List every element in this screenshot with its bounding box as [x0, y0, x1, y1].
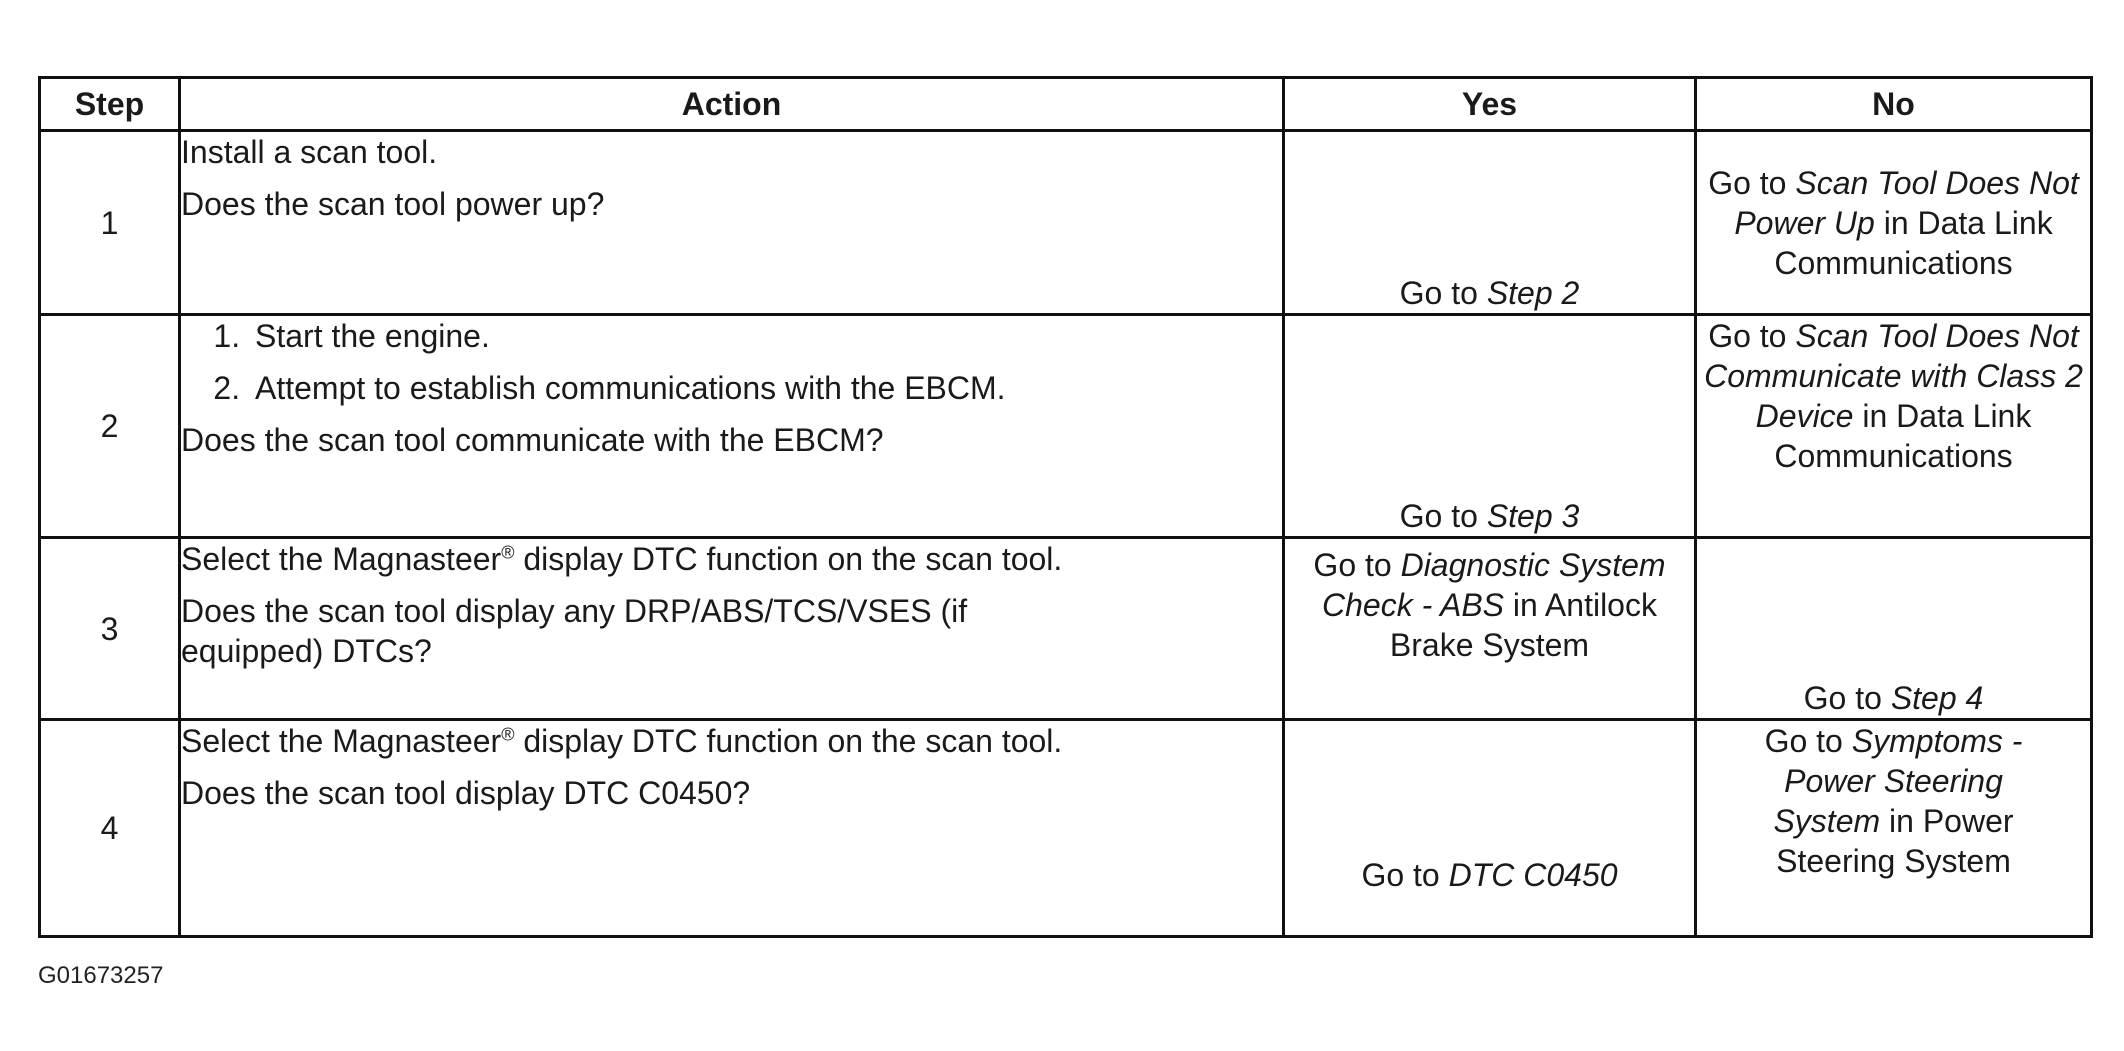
yes-prefix: Go to	[1399, 498, 1487, 534]
yes-prefix: Go to	[1313, 547, 1401, 583]
action-cell	[180, 720, 1284, 937]
action-question: Does the scan tool communicate with the EBCM?	[181, 422, 884, 459]
action-instruction	[181, 539, 1282, 579]
registered-mark: ®	[501, 542, 515, 563]
header-action: Action	[180, 78, 1284, 131]
yes-cell	[1284, 538, 1696, 720]
action-cell	[180, 315, 1284, 538]
instruction-pre: Select the Magnasteer	[181, 723, 502, 760]
no-prefix: Go to	[1708, 164, 1796, 201]
yes-suffix: in Antilock Brake System	[1389, 587, 1657, 663]
no-suffix: in Data Link Communications	[1774, 204, 2053, 281]
instruction-pre: Select the Magnasteer	[181, 541, 502, 577]
header-yes: Yes	[1284, 78, 1696, 131]
table-row	[40, 131, 2092, 315]
action-step-item: 2. Attempt to establish communications with the EBCM.	[249, 368, 1282, 408]
no-link[interactable]: Step 4	[1890, 680, 1984, 717]
step-number: 2	[40, 315, 180, 538]
yes-link[interactable]: Diagnostic System Check - ABS	[1322, 547, 1666, 623]
yes-link[interactable]: Step 3	[1486, 498, 1580, 534]
action-question: Does the scan tool display DTC C0450?	[181, 775, 751, 812]
step-number: 3	[40, 538, 180, 720]
instruction-post: display DTC function on the scan tool.	[514, 723, 1063, 760]
no-prefix: Go to	[1708, 318, 1796, 355]
yes-cell	[1284, 720, 1696, 937]
no-suffix: in Power Steering System	[1776, 803, 2014, 880]
action-cell	[180, 131, 1284, 315]
action-cell	[180, 538, 1284, 720]
no-cell	[1696, 131, 2092, 315]
figure-id: G01673257	[38, 962, 164, 989]
action-instruction	[181, 721, 1282, 761]
table-row	[40, 315, 2092, 538]
yes-cell	[1284, 315, 1696, 538]
no-link[interactable]: Scan Tool Does Not Communicate with Class 2 Device	[1704, 318, 2083, 435]
no-link[interactable]: Scan Tool Does Not Power Up	[1734, 164, 2079, 241]
no-suffix: in Data Link Communications	[1774, 398, 2032, 475]
no-cell	[1696, 538, 2092, 720]
no-prefix: Go to	[1803, 680, 1891, 717]
yes-link[interactable]: DTC C0450	[1448, 857, 1618, 893]
no-link[interactable]: Symptoms - Power Steering System	[1773, 723, 2023, 840]
no-prefix: Go to	[1764, 723, 1852, 760]
table-row	[40, 538, 2092, 720]
action-instruction: Install a scan tool.	[181, 134, 438, 170]
header-row	[40, 78, 2092, 131]
registered-mark: ®	[501, 724, 515, 745]
no-cell	[1696, 315, 2092, 538]
header-step: Step	[40, 78, 180, 131]
yes-prefix: Go to	[1361, 857, 1449, 893]
instruction-post: display DTC function on the scan tool.	[514, 541, 1063, 577]
step-number: 4	[40, 720, 180, 937]
step-number: 1	[40, 131, 180, 315]
no-cell	[1696, 720, 2092, 937]
yes-cell	[1284, 131, 1696, 315]
diagnostic-table	[38, 76, 2093, 938]
yes-prefix: Go to	[1399, 275, 1487, 312]
action-steps-list	[181, 316, 1282, 408]
header-no: No	[1696, 78, 2092, 131]
table-row	[40, 720, 2092, 937]
yes-link[interactable]: Step 2	[1486, 275, 1580, 312]
action-question: Does the scan tool display any DRP/ABS/TCS/VSES (if equipped) DTCs?	[181, 593, 968, 669]
action-question: Does the scan tool power up?	[181, 186, 605, 222]
action-step-item: 1. Start the engine.	[249, 316, 1282, 356]
